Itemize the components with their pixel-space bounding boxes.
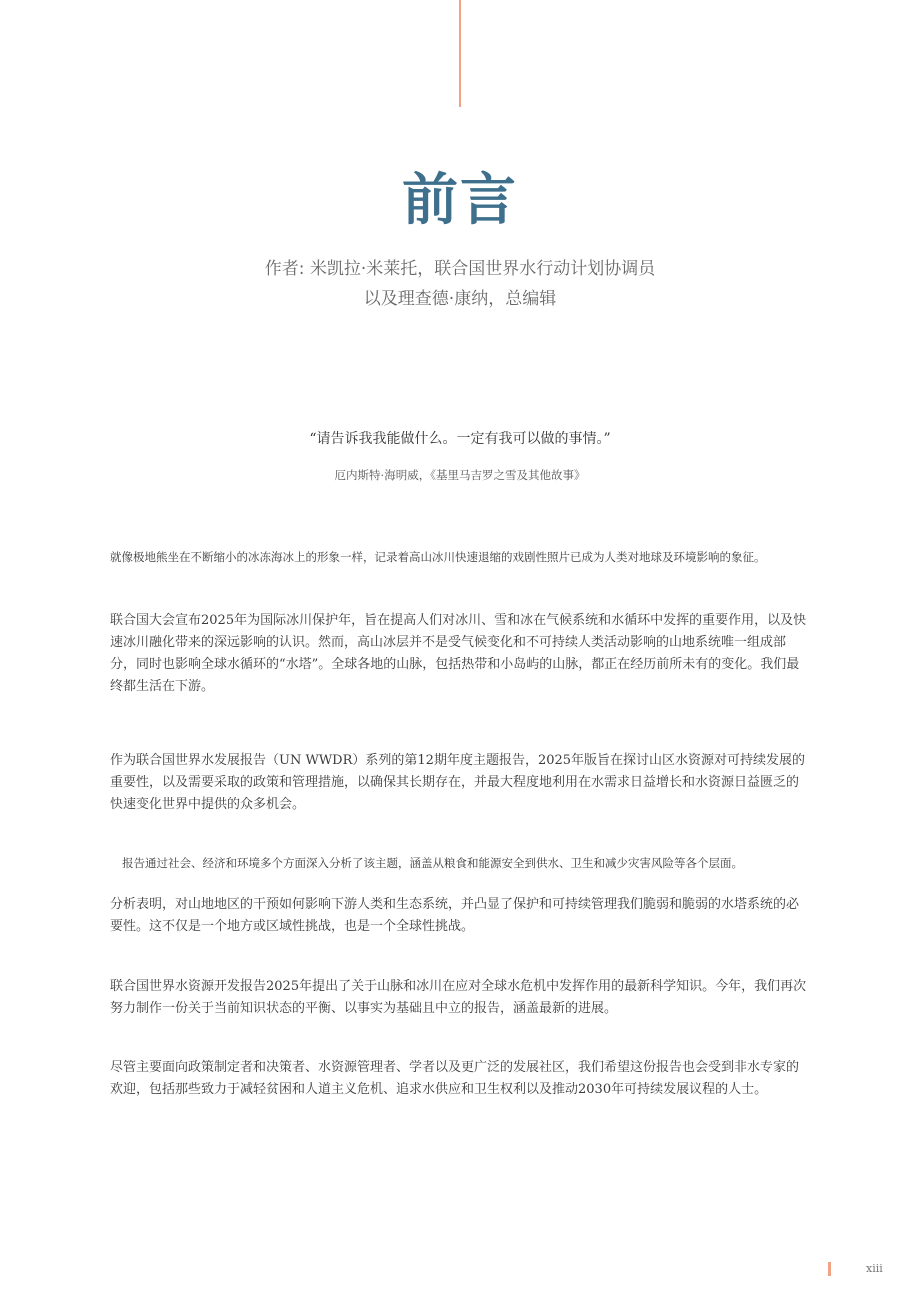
paragraph-3: 作为联合国世界水发展报告（UN WWDR）系列的第12期年度主题报告，2025年版旨在探讨山区水资源对可持续发展的重要性，以及需要采取的政策和管理措施，以确保其长期存在，并最大程度地利用在水需求日益增长和水资源日益匮乏的快速变化世界中提供的众多机会。 [110,753,806,812]
author-line-1: 作者: 米凯拉·米莱托，联合国世界水行动计划协调员 [264,259,656,279]
top-divider-line [459,0,461,107]
page-number: xiii [866,1262,883,1275]
page-title: 前言 [402,168,518,233]
footer-accent-bar [828,1262,831,1276]
paragraph-7: 尽管主要面向政策制定者和决策者、水资源管理者、学者以及更广泛的发展社区，我们希望这份报告也会受到非水专家的欢迎，包括那些致力于减轻贫困和人道主义危机、追求水供应和卫生权利以及推动2030年可持续发展议程的人士。 [110,1060,800,1097]
paragraph-1: 就像极地熊坐在不断缩小的冰冻海冰上的形象一样，记录着高山冰川快速退缩的戏剧性照片已成为人类对地球及环境影响的象征。 [110,550,766,564]
paragraph-4: 报告通过社会、经济和环境多个方面深入分析了该主题，涵盖从粮食和能源安全到供水、卫生和减少灾害风险等各个层面。 [122,856,743,870]
author-line-2: 以及理查德·康纳，总编辑 [363,289,557,309]
paragraph-2: 联合国大会宣布2025年为国际冰川保护年，旨在提高人们对冰川、雪和冰在气候系统和水循环中发挥的重要作用，以及快速冰川融化带来的深远影响的认识。然而，高山冰层并不是受气候变化和不可持续人类活动影响的山地系统唯一组成部分，同时也影响全球水循环的“水塔”。全球各地的山脉，包括热带和小岛屿的山脉，都正在经历前所未有的变化。我们最终都生活在下游。 [110,613,807,694]
epigraph-source: 厄内斯特·海明威，《基里马吉罗之雪及其他故事》 [334,468,586,482]
paragraph-5: 分析表明，对山地地区的干预如何影响下游人类和生态系统，并凸显了保护和可持续管理我们脆弱和脆弱的水塔系统的必要性。这不仅是一个地方或区域性挑战，也是一个全球性挑战。 [110,897,800,934]
paragraph-6: 联合国世界水资源开发报告2025年提出了关于山脉和冰川在应对全球水危机中发挥作用的最新科学知识。今年，我们再次努力制作一份关于当前知识状态的平衡、以事实为基础且中立的报告，涵盖最新的进展。 [110,979,807,1016]
epigraph-quote: “请告诉我我能做什么。一定有我可以做的事情。” [309,431,611,447]
